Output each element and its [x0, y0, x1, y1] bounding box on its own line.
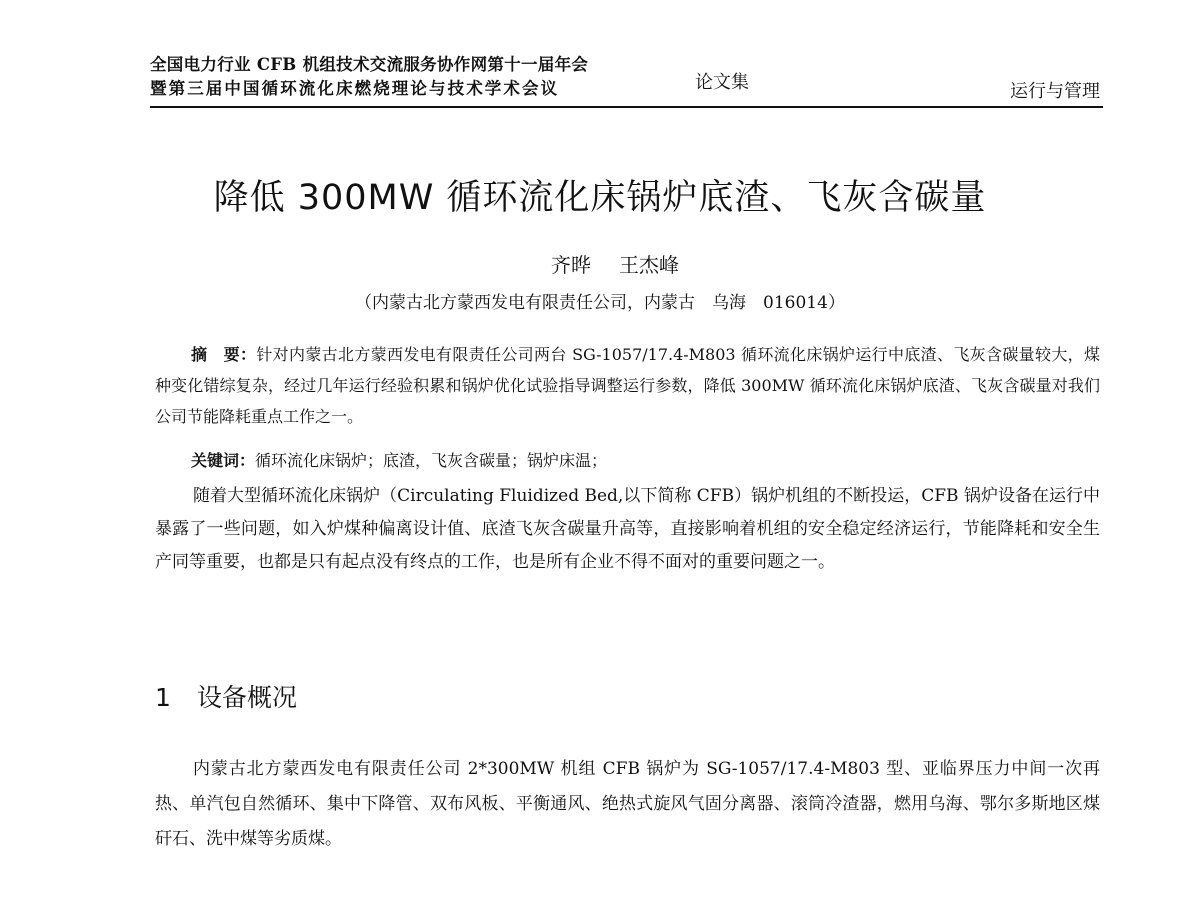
- running-header: [150, 55, 1100, 107]
- abstract: [155, 339, 1100, 432]
- collection-label: 论文集: [695, 72, 749, 93]
- intro-paragraph: 随着大型循环流化床锅炉（Circulating Fluidized Bed,以下简称 CFB）锅炉机组的不断投运，CFB 锅炉设备在运行中暴露了一些问题，如入炉煤种偏离设计值、底渣飞灰含碳量升高等，直接影响着机组的安全稳定经济运行，节能降耗和安全生产同等重要，也都是只有起点没有终点的工作，也是所有企业不得不面对的重要问题之一。: [155, 486, 1100, 572]
- affiliation: （内蒙古北方蒙西发电有限责任公司，内蒙古 乌海 016014）: [355, 293, 845, 313]
- section-heading: [155, 678, 297, 714]
- equipment-overview-paragraph: 内蒙古北方蒙西发电有限责任公司 2*300MW 机组 CFB 锅炉为 SG-1057/17.4-M803 型、亚临界压力中间一次再热、单汽包自然循环、集中下降管、双布风板、平衡通风、绝热式旋风气固分离器、滚筒冷渣器，燃用乌海、鄂尔多斯地区煤矸石、洗中煤等劣质煤。: [155, 759, 1100, 849]
- abstract-text: 针对内蒙古北方蒙西发电有限责任公司两台 SG-1057/17.4-M803 循环流化床锅炉运行中底渣、飞灰含碳量较大，煤种变化错综复杂，经过几年运行经验积累和锅炉优化试验指导调整运行参数，降低 300MW 循环流化床锅炉底渣、飞灰含碳量对我们公司节能降耗重点工作之一。: [155, 345, 1100, 426]
- section-number: 1: [155, 683, 171, 712]
- conference-name-line-2: 暨第三届中国循环流化床燃烧理论与技术学术会议: [150, 79, 560, 98]
- keywords-label: 关键词：: [191, 451, 256, 470]
- keywords-text: 循环流化床锅炉；底渣，飞灰含碳量；锅炉床温；: [255, 451, 608, 470]
- author-list: [551, 249, 679, 278]
- paper-title: 降低 300MW 循环流化床锅炉底渣、飞灰含碳量: [213, 178, 987, 218]
- conference-name-line-1: 全国电力行业 CFB 机组技术交流服务协作网第十一届年会: [150, 55, 589, 74]
- keywords: [155, 445, 1100, 476]
- author-name: 王杰峰: [619, 253, 679, 277]
- author-name: 齐晔: [551, 253, 591, 277]
- header-rule: [150, 106, 1103, 108]
- section-title: 设备概况: [197, 683, 298, 712]
- section-label: 运行与管理: [1010, 81, 1100, 102]
- abstract-label: 摘 要：: [191, 345, 257, 364]
